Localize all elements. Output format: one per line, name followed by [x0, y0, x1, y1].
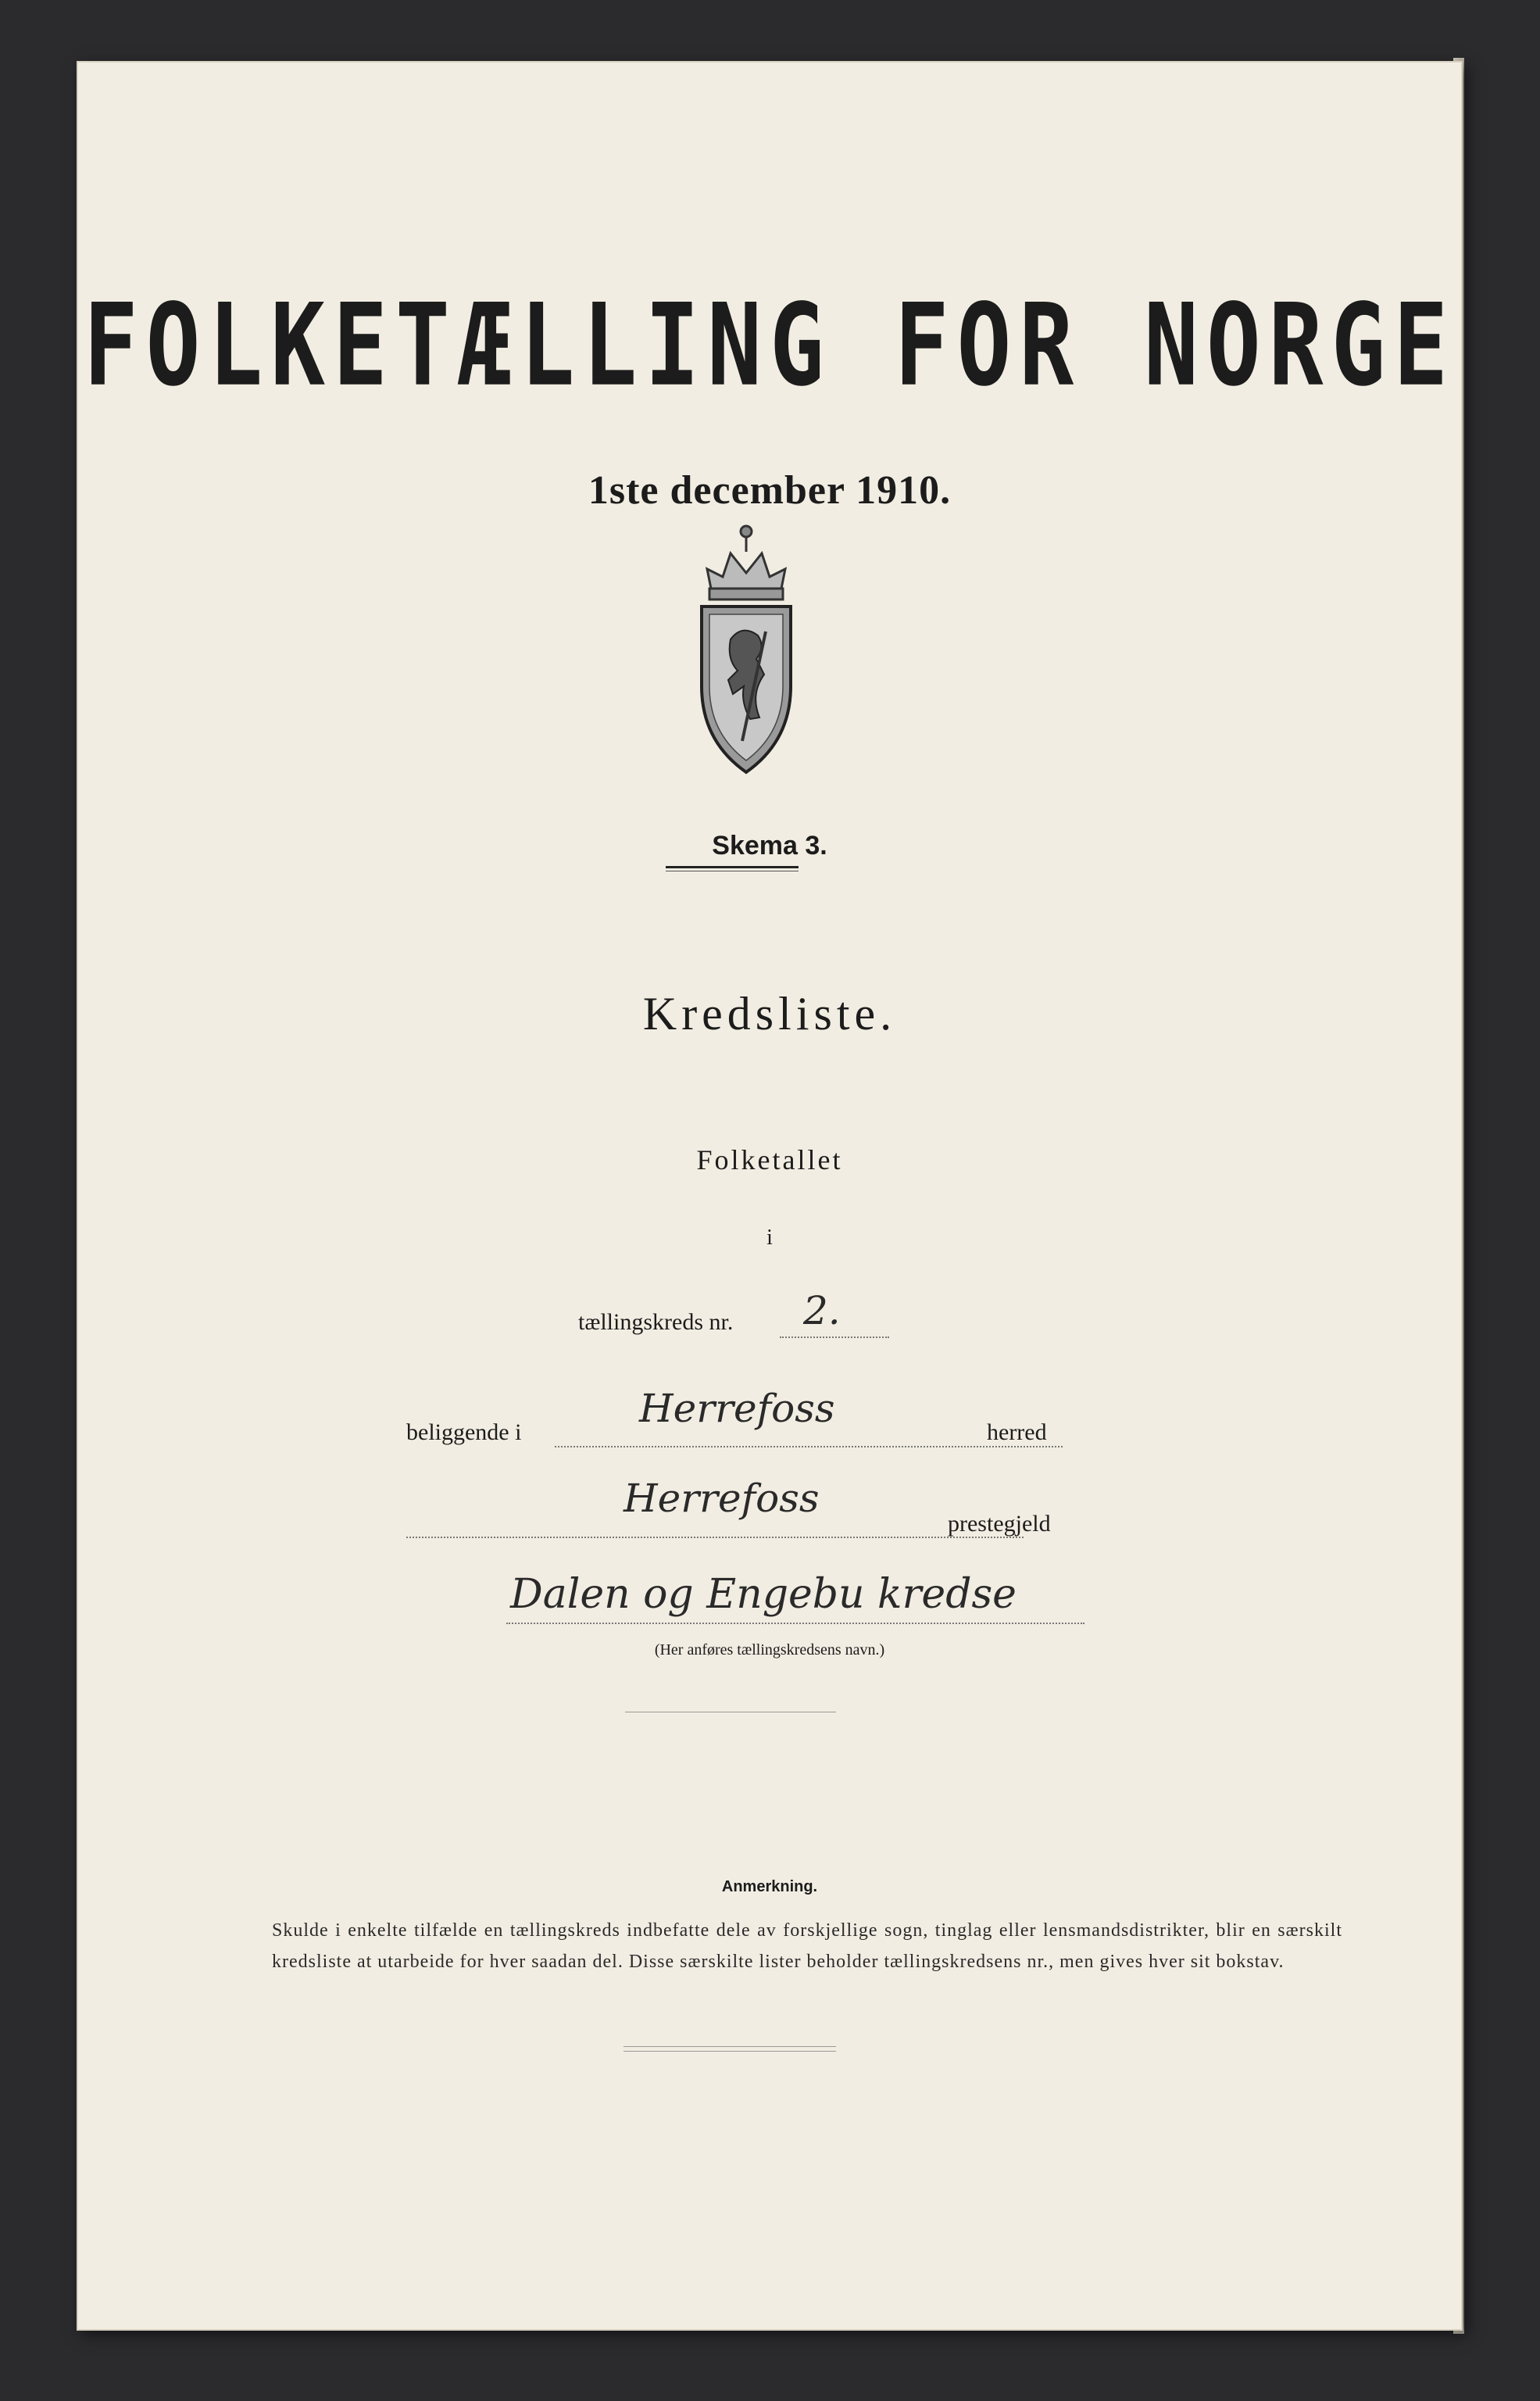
kreds-name-note: (Her anføres tællingskredsens navn.): [654, 1641, 885, 1659]
norwegian-coat-of-arms-icon: [688, 514, 805, 780]
census-form-page: [77, 61, 1463, 2331]
document-date: 1ste december 1910.: [588, 468, 952, 513]
beliggende-label: beliggende i: [406, 1419, 522, 1445]
document-heading: Kredsliste.: [642, 988, 897, 1039]
kreds-name-line: [506, 1623, 1084, 1624]
kreds-number-label: tællingskreds nr.: [578, 1309, 734, 1335]
folketallet-label: Folketallet: [696, 1144, 843, 1175]
bottom-divider-2: [624, 2051, 836, 2052]
prestegjeld-value: Herrefoss: [624, 1476, 820, 1521]
bottom-divider: [624, 2046, 836, 2047]
note-text: Skulde i enkelte tilfælde en tællingskreds indbefatte dele av forskjellige sogn, tinglag eller lensmandsdistrikter, blir en særskilt kredsliste at utarbeide for hver saadan del. Disse særskilte lister beholder tællingskredsens nr., men gives hver sit bokstav.: [272, 1920, 1342, 1972]
i-label: i: [766, 1226, 773, 1250]
kreds-number-line: [780, 1336, 889, 1338]
kreds-number-value: 2.: [803, 1288, 841, 1333]
prestegjeld-line: [406, 1537, 1024, 1538]
document-title: FOLKETÆLLING FOR NORGE: [83, 280, 1456, 412]
herred-line: [555, 1446, 1063, 1447]
schema-underline: [666, 866, 799, 868]
schema-label: Skema 3.: [712, 831, 827, 861]
kreds-name-value: Dalen og Engebu kredse: [510, 1571, 1017, 1618]
herred-label: herred: [987, 1419, 1047, 1445]
note-title: Anmerkning.: [721, 1878, 818, 1895]
herred-value: Herrefoss: [639, 1386, 835, 1431]
prestegjeld-label: prestegjeld: [948, 1511, 1051, 1537]
